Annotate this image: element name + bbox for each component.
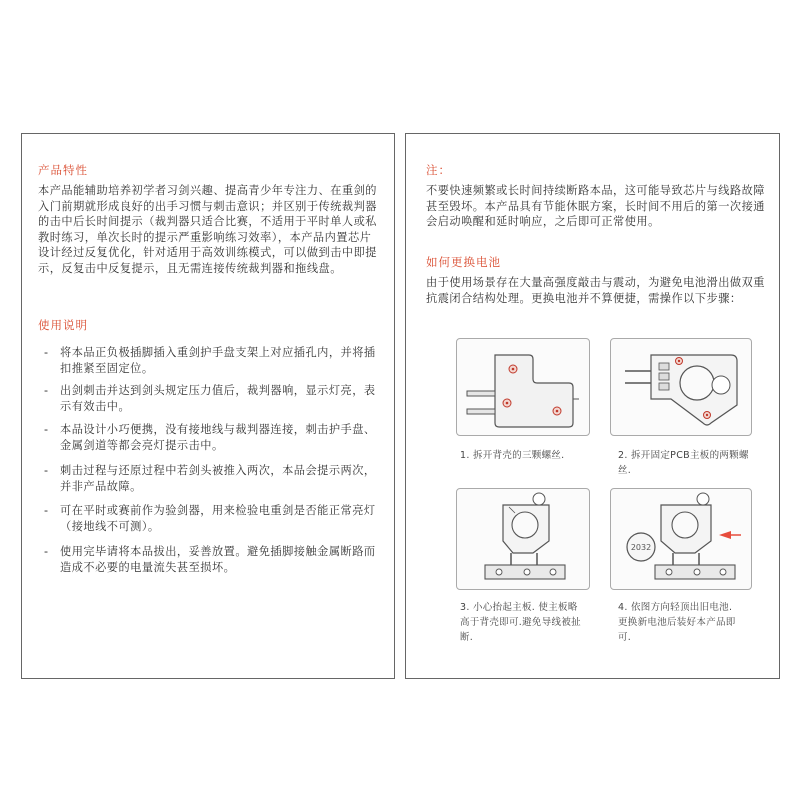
battery-swap-illustration bbox=[611, 489, 751, 589]
bullet-dash: - bbox=[44, 504, 49, 517]
note-title: 注： bbox=[426, 163, 451, 177]
step1-diagram bbox=[456, 338, 590, 436]
features-text: 本产品能辅助培养初学者习剑兴趣、提高青少年专注力、在重剑的入门前期就形成良好的出手习惯与刺击意识；并区别于传统裁判器的击中后长时间提示（裁判器只适合比赛，不适用于平时单人或私教时练习，单次长时的提示严重影响练习效率），本产品内置芯片设计经过反复优化，针对适用于高效训练模式，可以做到击中即提示，反复击中反复提示，且无需连接传统裁判器和拖线盘。 bbox=[38, 184, 377, 275]
left-page bbox=[21, 133, 395, 679]
step1-caption: 1. 拆开背壳的三颗螺丝. bbox=[460, 450, 565, 461]
step2-diagram bbox=[610, 338, 752, 436]
battery-title: 如何更换电池 bbox=[426, 255, 501, 269]
usage-item: - 使用完毕请将本品拔出，妥善放置。避免插脚接触金属断路而造成不必要的电量流失甚至损坏。 bbox=[44, 545, 376, 574]
bullet-dash: - bbox=[44, 346, 49, 359]
usage-item: - 将本品正负极插脚插入重剑护手盘支架上对应插孔内，并将插扣推紧至固定位。 bbox=[44, 346, 376, 375]
usage-title: 使用说明 bbox=[38, 318, 88, 332]
step3-diagram bbox=[456, 488, 590, 590]
pcb-board-illustration bbox=[611, 339, 751, 435]
back-shell-illustration bbox=[457, 339, 589, 435]
bullet-dash: - bbox=[44, 384, 49, 397]
usage-item: - 本品设计小巧便携，没有接地线与裁判器连接，刺击护手盘、金属剑道等都会亮灯提示击中。 bbox=[44, 423, 376, 452]
usage-item: - 可在平时或赛前作为验剑器，用来检验电重剑是否能正常亮灯（接地线不可测）。 bbox=[44, 504, 376, 533]
usage-item: - 刺击过程与还原过程中若剑头被推入两次，本品会提示两次，并非产品故障。 bbox=[44, 464, 376, 493]
step3-caption: 3. 小心抬起主板. 使主板略高于背壳即可.避免导线被扯断. bbox=[460, 602, 581, 643]
bullet-dash: - bbox=[44, 545, 49, 558]
step4-caption: 4. 依图方向轻顶出旧电池. 更换新电池后装好本产品即可. bbox=[618, 602, 736, 643]
bullet-dash: - bbox=[44, 423, 49, 436]
right-page bbox=[405, 133, 780, 679]
lift-board-illustration bbox=[457, 489, 589, 589]
features-title: 产品特性 bbox=[38, 163, 88, 177]
battery-text: 由于使用场景存在大量高强度敲击与震动，为避免电池滑出做双重抗震闭合结构处理。更换电池并不算便捷，需操作以下步骤： bbox=[426, 276, 765, 305]
step4-diagram bbox=[610, 488, 752, 590]
usage-item: - 出剑刺击并达到剑头规定压力值后，裁判器响，显示灯亮，表示有效击中。 bbox=[44, 384, 376, 413]
step2-caption: 2. 拆开固定PCB主板的两颗螺丝. bbox=[618, 450, 749, 476]
battery-label: 2032 bbox=[630, 543, 652, 552]
note-text: 不要快速频繁或长时间持续断路本品，这可能导致芯片与线路故障甚至毁坏。本产品具有节能休眠方案，长时间不用后的第一次接通会启动唤醒和延时响应，之后即可正常使用。 bbox=[426, 184, 765, 229]
bullet-dash: - bbox=[44, 464, 49, 477]
